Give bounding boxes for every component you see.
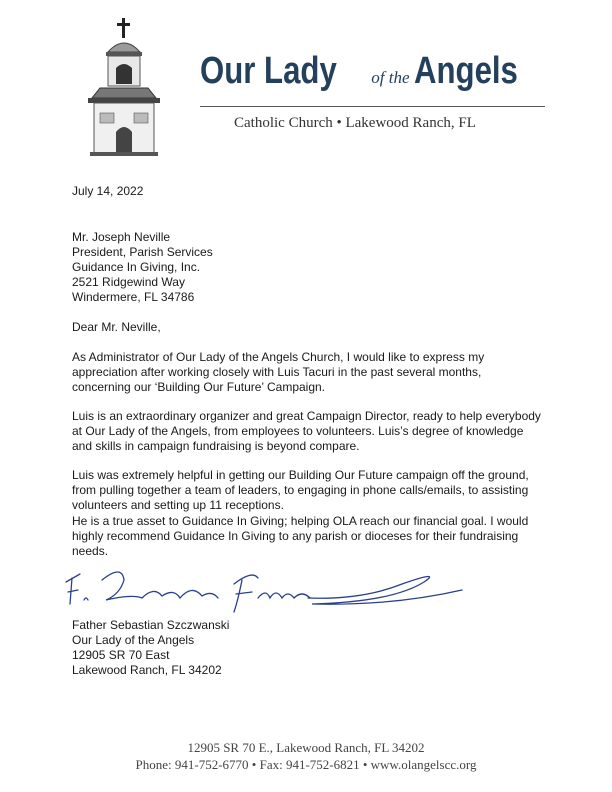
letter-date: July 14, 2022 xyxy=(72,184,144,198)
church-name-heading xyxy=(200,52,541,90)
recipient-line: 2521 Ridgewind Way xyxy=(72,275,185,289)
recipient-line: Guidance In Giving, Inc. xyxy=(72,260,201,274)
recipient-line: President, Parish Services xyxy=(72,245,213,259)
church-name-part2: Angels xyxy=(413,50,518,92)
handwritten-signature xyxy=(62,560,482,620)
recipient-line: Mr. Joseph Neville xyxy=(72,230,171,244)
signer-line: Our Lady of the Angels xyxy=(72,633,195,647)
footer-address: 12905 SR 70 E., Lakewood Ranch, FL 34202 xyxy=(187,740,425,755)
letterhead-divider xyxy=(200,106,545,107)
church-name-part1: Our Lady xyxy=(200,50,337,92)
bell-tower-logo-icon xyxy=(78,18,170,158)
signer-line: Father Sebastian Szczwanski xyxy=(72,618,230,632)
body-paragraph: Luis was extremely helpful in getting our Building Our Future campaign off the ground, from pulling together a team of leaders, to engaging in phone calls/emails, to assisting volunteers and setting up 11 receptions. xyxy=(72,468,529,512)
body-paragraph: He is a true asset to Guidance In Giving; helping OLA reach our financial goal. I would highly recommend Guidance In Giving to any parish or dioceses for their fundraising needs. xyxy=(72,514,529,558)
letterhead-subtitle: Catholic Church • Lakewood Ranch, FL xyxy=(234,115,476,131)
body-paragraph: As Administrator of Our Lady of the Angels Church, I would like to express my appreciation after working closely with Luis Tacuri in the past several months, concerning our ‘Building Our Future’ Campaign. xyxy=(72,350,485,394)
church-name-connector: of the xyxy=(371,68,410,87)
body-paragraph: Luis is an extraordinary organizer and great Campaign Director, ready to help everybody at Our Lady of the Angels, from employees to volunteers. Luis’s degree of knowledge and skills in campaign fundraising is beyond compare. xyxy=(72,409,541,453)
recipient-line: Windermere, FL 34786 xyxy=(72,290,195,304)
footer-contact: Phone: 941-752-6770 • Fax: 941-752-6821 • www.olangelscc.org xyxy=(135,757,477,772)
signer-line: Lakewood Ranch, FL 34202 xyxy=(72,663,222,677)
salutation: Dear Mr. Neville, xyxy=(72,320,161,334)
signer-line: 12905 SR 70 East xyxy=(72,648,170,662)
